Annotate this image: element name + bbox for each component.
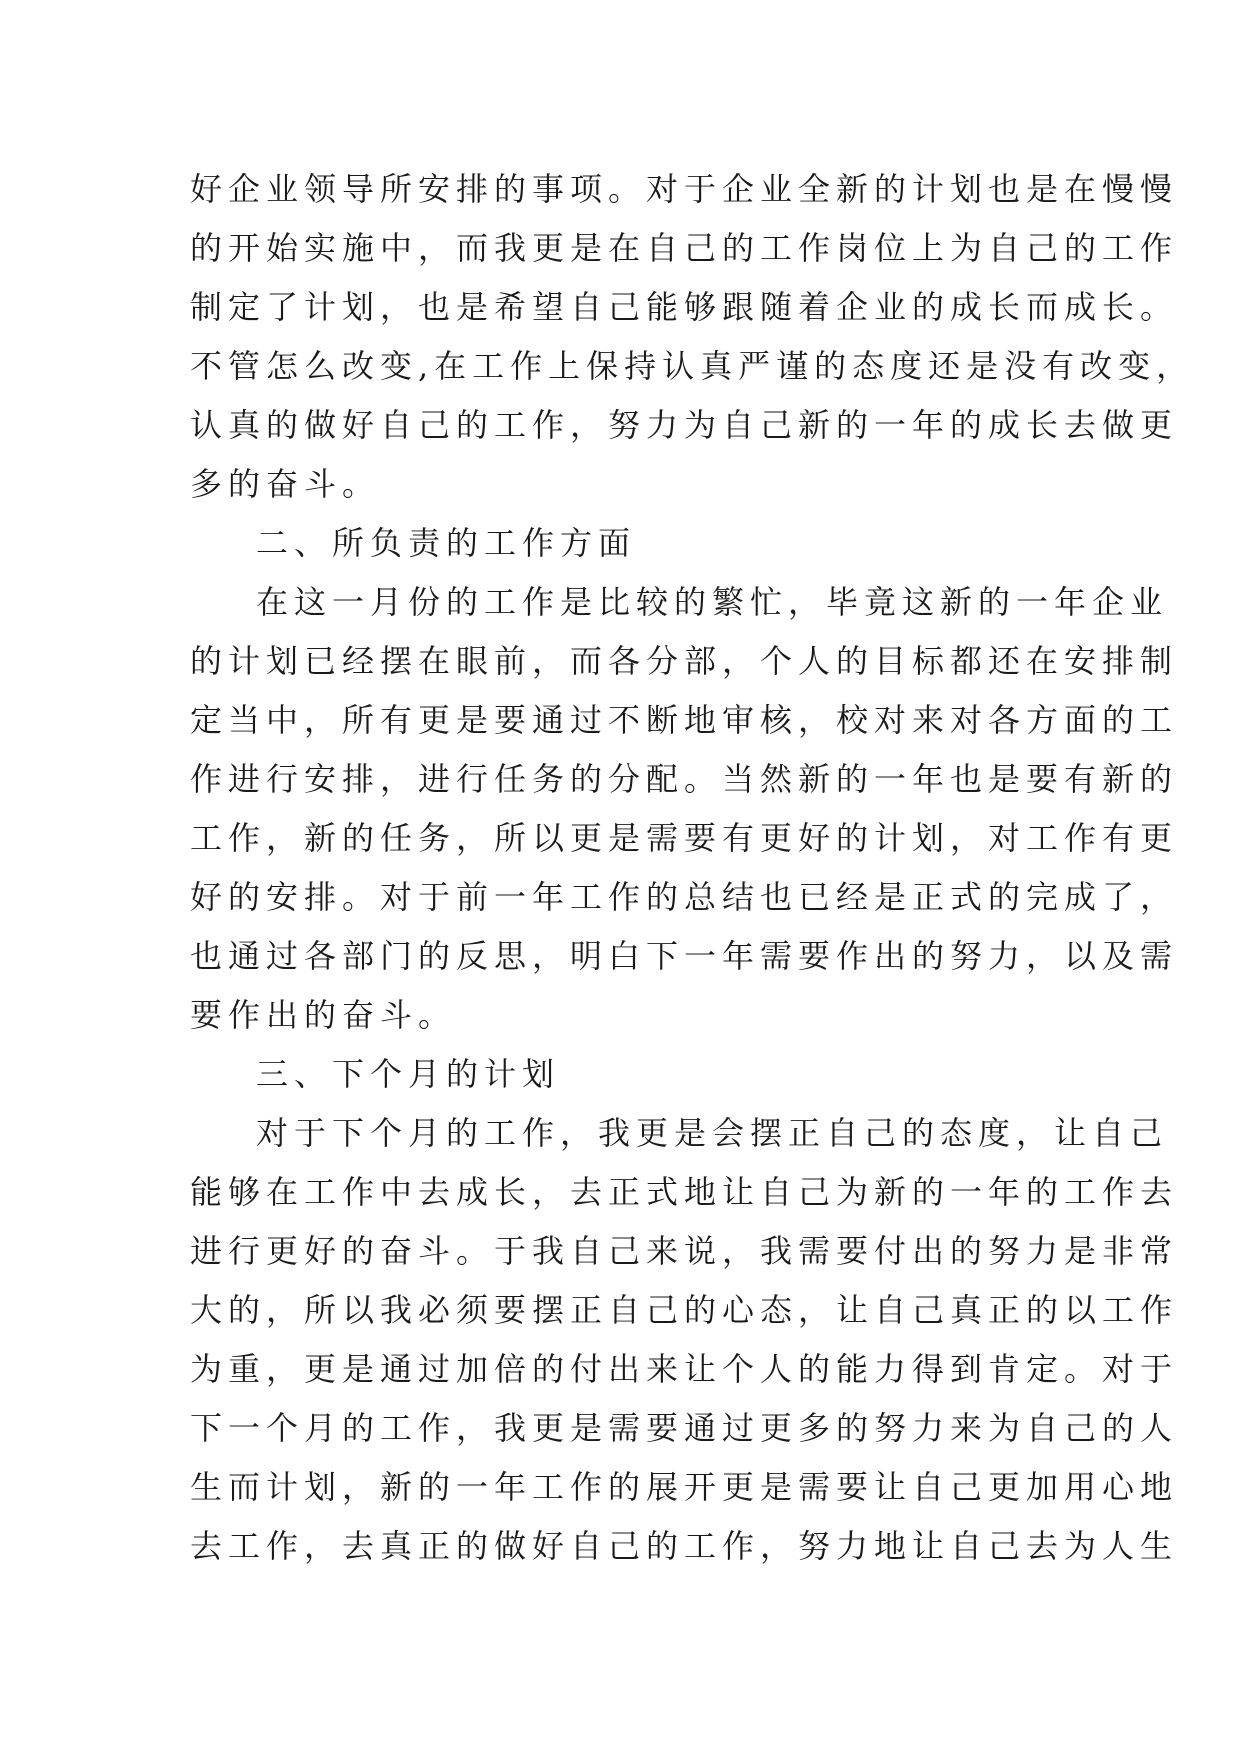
- document-body: [190, 160, 1195, 1576]
- text-line: 的开始实施中，而我更是在自己的工作岗位上为自己的工作: [190, 229, 1179, 267]
- text-line: 对于下个月的工作，我更是会摆正自己的态度，让自己: [256, 1114, 1169, 1152]
- text-line: 生而计划，新的一年工作的展开更是需要让自己更加用心地: [190, 1468, 1179, 1506]
- section-heading-2: 二、所负责的工作方面: [256, 524, 637, 562]
- text-line: 定当中，所有更是要通过不断地审核，校对来对各方面的工: [190, 701, 1179, 739]
- text-line: 下一个月的工作，我更是需要通过更多的努力来为自己的人: [190, 1409, 1179, 1447]
- text-line: 的计划已经摆在眼前，而各分部，个人的目标都还在安排制: [190, 642, 1179, 680]
- text-line: 去工作，去真正的做好自己的工作，努力地让自己去为人生: [190, 1527, 1179, 1565]
- text-line: 进行更好的奋斗。于我自己来说，我需要付出的努力是非常: [190, 1232, 1179, 1270]
- text-line: 在这一月份的工作是比较的繁忙，毕竟这新的一年企业: [256, 583, 1169, 621]
- text-line: 多的奋斗。: [190, 465, 381, 503]
- text-line: 工作，新的任务，所以更是需要有更好的计划，对工作有更: [190, 819, 1179, 857]
- text-line: 也通过各部门的反思，明白下一年需要作出的努力，以及需: [190, 937, 1179, 975]
- text-line: 制定了计划，也是希望自己能够跟随着企业的成长而成长。: [190, 288, 1179, 326]
- text-line: 不管怎么改变,在工作上保持认真严谨的态度还是没有改变，: [190, 347, 1195, 385]
- text-line: 要作出的奋斗。: [190, 996, 457, 1034]
- text-line: 为重，更是通过加倍的付出来让个人的能力得到肯定。对于: [190, 1350, 1179, 1388]
- text-line: 能够在工作中去成长，去正式地让自己为新的一年的工作去: [190, 1173, 1179, 1211]
- text-line: 好企业领导所安排的事项。对于企业全新的计划也是在慢慢: [190, 170, 1179, 208]
- text-line: 好的安排。对于前一年工作的总结也已经是正式的完成了，: [190, 878, 1179, 916]
- text-line: 作进行安排，进行任务的分配。当然新的一年也是要有新的: [190, 760, 1179, 798]
- section-heading-3: 三、下个月的计划: [256, 1055, 561, 1093]
- text-line: 认真的做好自己的工作，努力为自己新的一年的成长去做更: [190, 406, 1179, 444]
- text-line: 大的，所以我必须要摆正自己的心态，让自己真正的以工作: [190, 1291, 1179, 1329]
